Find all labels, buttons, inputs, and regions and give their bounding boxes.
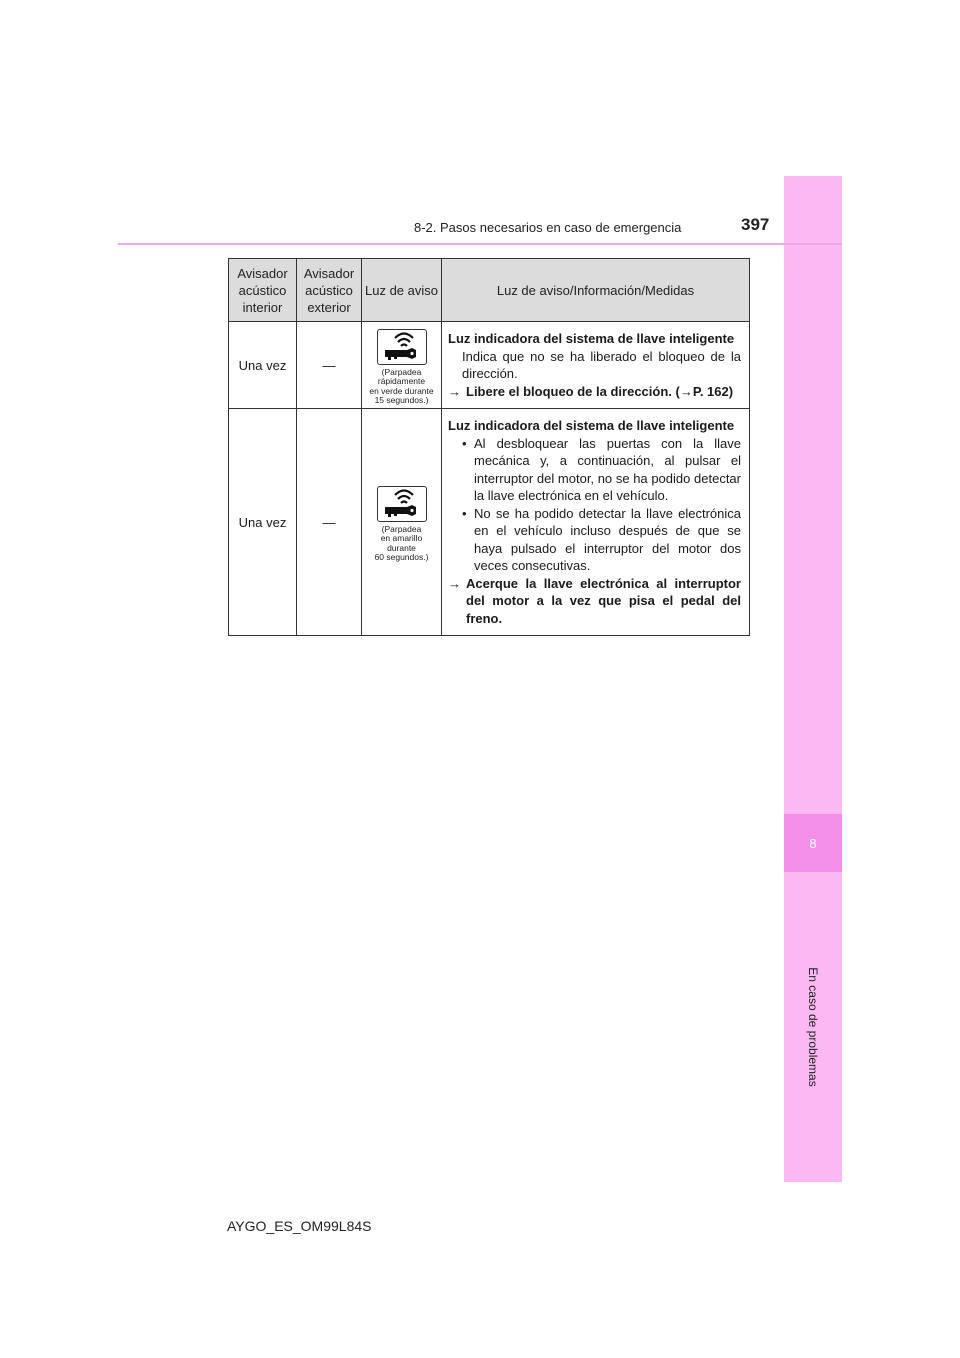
exterior-buzzer-cell: — <box>297 322 362 409</box>
document-code: AYGO_ES_OM99L84S <box>227 1218 372 1234</box>
warning-light-cell <box>362 322 442 409</box>
info-measures-cell <box>442 322 750 409</box>
table-row <box>229 322 750 409</box>
action-line <box>448 383 741 401</box>
chapter-label: En caso de problemas <box>806 967 820 1087</box>
list-item <box>448 505 741 575</box>
action-text: Libere el bloqueo de la dirección. (→P. 162) <box>466 383 734 399</box>
section-title: 8-2. Pasos necesarios en caso de emergencia <box>414 220 682 235</box>
indicator-text: Indica que no se ha liberado el bloqueo de la dirección. <box>462 348 741 381</box>
header-info-measures: Luz de aviso/Información/Medidas <box>442 259 750 322</box>
table-header-row <box>229 259 750 322</box>
interior-buzzer-cell: Una vez <box>229 409 297 636</box>
arrow-icon: → <box>448 383 461 399</box>
arrow-icon: → <box>448 575 461 591</box>
table-row <box>229 409 750 636</box>
warning-light-cell <box>362 409 442 636</box>
chapter-number: 8 <box>809 835 817 851</box>
header-warning-light: Luz de aviso <box>362 259 442 322</box>
header-rule <box>118 243 842 245</box>
bullet-text: Al desbloquear las puertas con la llave mecánica y, a continuación, al pulsar el interruptor del motor, no se ha podido detectar la llave electrónica en el vehículo. <box>474 435 741 503</box>
action-text: Acerque la llave electrónica al interruptor del motor a la vez que pisa el pedal del freno. <box>466 575 741 626</box>
header-interior-buzzer: Avisador acústico interior <box>229 259 297 322</box>
warning-table <box>228 258 750 636</box>
bullet-text: No se ha podido detectar la llave electrónica en el vehículo incluso después de que se haya pulsado el interruptor del motor dos veces consecutivas. <box>474 505 741 573</box>
light-caption: (Parpadea rápidamente en verde durante 15 segundos.) <box>369 366 434 405</box>
indicator-title: Luz indicadora del sistema de llave inteligente <box>448 331 735 346</box>
header-exterior-buzzer: Avisador acústico exterior <box>297 259 362 322</box>
action-line <box>448 575 741 628</box>
bullet-mark: • <box>462 505 467 521</box>
page-number: 397 <box>741 215 770 234</box>
info-measures-cell <box>442 409 750 636</box>
smart-key-warning-icon <box>377 486 427 522</box>
exterior-buzzer-cell: — <box>297 409 362 636</box>
indicator-title: Luz indicadora del sistema de llave inteligente <box>448 418 735 433</box>
list-item <box>448 435 741 505</box>
interior-buzzer-cell: Una vez <box>229 322 297 409</box>
smart-key-warning-icon <box>377 329 427 365</box>
light-caption: (Parpadea en amarillo durante 60 segundos.) <box>374 523 429 562</box>
chapter-number-tab[interactable] <box>784 814 842 872</box>
bullet-mark: • <box>462 435 467 451</box>
